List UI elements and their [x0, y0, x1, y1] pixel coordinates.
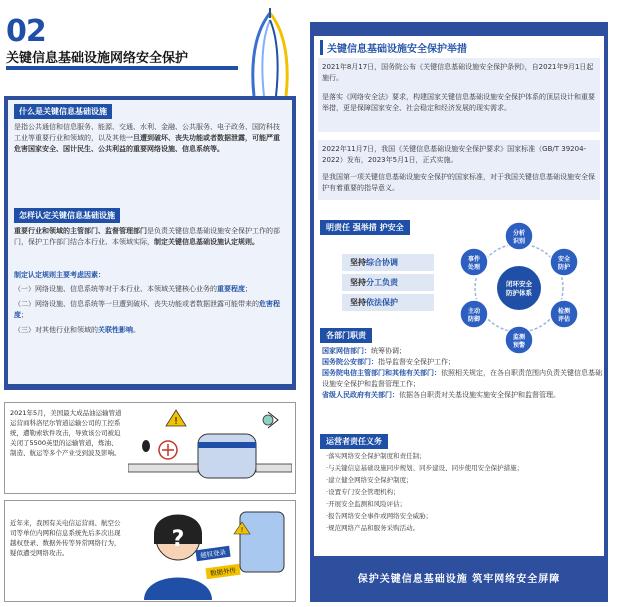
rule-factors-list: [14, 284, 286, 340]
what-is-cii-tag: 什么是关键信息基础设施: [14, 104, 112, 119]
list-item: ·开展安全监测和风险评估；: [326, 500, 407, 508]
case-pipeline-text: 2021年5月，美国最大成品油运输管道运营商科洛尼尔管道运输公司的工控系统，遭勒索软件攻击，导致该公司被迫关闭了5500英里的运输管道，炼油、制造、航运等多个产业受到波及影响。: [10, 409, 122, 457]
loop-node-label: 检测: [558, 308, 571, 315]
regulation-purpose-text: 是落实《网络安全法》要求，构建国家关键信息基础设施安全保护体系的顶层设计和重要举措，更是保障国家安全、社会稳定和经济发展的现实需求。: [322, 93, 595, 112]
rule-factors-heading: 制定认定规则主要考虑因素：: [14, 271, 105, 279]
regulation-date-text: 2021年8月17日，国务院公布《关键信息基础设施安全保护条例》，自2021年9月1日起施行。: [322, 63, 594, 82]
tower-illustration: [240, 8, 300, 98]
loop-node-label: 识别: [512, 238, 526, 245]
svg-text:?: ?: [171, 527, 185, 552]
case-telecom-text: 近年来，我国有关电信运营商、航空公司等单位内网和信息系统先后多次出现越权登录、数据外传等异常网络行为，疑似遭受网络攻击。: [10, 519, 121, 557]
badge-unauthorized-login: 越权登录: [195, 546, 230, 562]
list-item: ·落实网络安全保护制度和责任制；: [326, 452, 426, 460]
list-item: ·设置专门安全管理机构；: [326, 488, 400, 496]
loop-node-label: 防护: [558, 264, 571, 271]
principle-pill: 坚持依法保护: [342, 294, 434, 311]
list-item: （二）网络设施、信息系统等一旦遭到破坏、丧失功能或者数据泄露可能带来的危害程度；: [14, 300, 280, 319]
measures-title: 关键信息基础设施安全保护举措: [320, 40, 467, 55]
standard-date-text: 2022年11月7日，我国《关键信息基础设施安全保护要求》国家标准（GB/T 39204-2022）发布，2023年5月1日，正式实施。: [322, 145, 587, 164]
title-underline: [6, 66, 238, 70]
how-identify-text: 重要行业和领域的主管部门、监督管理部门是负责关键信息基础设施安全保护工作的部门，保护工作部门结合本行业、本领域实际，制定关键信息基础设施认定规则。: [14, 227, 280, 246]
list-item: ·建立健全网络安全保护制度；: [326, 476, 413, 484]
list-item: 国家网信部门：统筹协调；: [322, 347, 406, 355]
principle-pill: 坚持分工负责: [342, 274, 434, 291]
page-title: 关键信息基础设施网络安全保护: [6, 51, 189, 66]
pipeline-illustration: [128, 406, 292, 490]
loop-node-label: 事件: [467, 256, 480, 263]
loop-center-label-2: 防护体系: [506, 289, 532, 297]
operator-obligations-list: [326, 450, 600, 534]
responsibilities-list: [322, 346, 602, 401]
loop-center-label-1: 闭环安全: [506, 280, 532, 288]
list-item: （三）对其他行业和领域的关联性影响。: [14, 326, 140, 334]
loop-node-label: 评估: [558, 316, 571, 323]
list-item: （一）网络设施、信息系统等对于本行业、本领域关键核心业务的重要程度；: [14, 285, 252, 293]
list-item: ·与关键信息基础设施同步规划、同步建设、同步使用安全保护措施；: [326, 464, 524, 472]
loop-node-label: 主动: [467, 308, 480, 315]
svg-text:!: !: [240, 526, 244, 534]
closed-loop-diagram: [444, 218, 594, 358]
principles-heading: 明责任 强举措 护安全: [320, 220, 410, 235]
list-item: 国务院电信主管部门和其他有关部门：依照相关规定，在各自职责范围内负责关键信息基础设施安全保护和监督管理工作；: [322, 369, 602, 388]
list-item: 省级人民政府有关部门：依据各自职责对关基设施实施安全保护和监督管理。: [322, 391, 560, 399]
loop-node-label: 预警: [512, 342, 526, 349]
list-item: ·规范网络产品和服务采购活动。: [326, 524, 420, 532]
loop-node-label: 处理: [467, 264, 480, 271]
section-number: 02: [6, 14, 46, 49]
badge-data-exfil: 数据外传: [205, 564, 240, 580]
loop-node-label: 监测: [512, 334, 526, 341]
what-is-cii-text: 是指公共通信和信息服务、能源、交通、水利、金融、公共服务、电子政务、国防科技工业等重要行业和领域的，以及其他一旦遭到破坏、丧失功能或者数据泄露，可能严重危害国家安全、国计民生、公共利益的重要网络设施、信息系统等。: [14, 123, 280, 153]
how-identify-tag: 怎样认定关键信息基础设施: [14, 208, 120, 223]
list-item: ·报告网络安全事件或网络安全威胁；: [326, 512, 433, 520]
loop-center: [497, 266, 541, 310]
loop-node-label: 安全: [558, 256, 571, 263]
responsibilities-heading: 各部门职责: [320, 328, 372, 343]
svg-text:!: !: [173, 416, 179, 427]
list-item: 国务院公安部门：指导监督安全保护工作；: [322, 358, 455, 366]
loop-node-label: 防御: [467, 316, 480, 323]
loop-node-label: 分析: [512, 230, 526, 237]
footer-slogan: 保护关键信息基础设施 筑牢网络安全屏障: [357, 574, 561, 585]
principle-pill: 坚持综合协调: [342, 254, 434, 271]
standard-purpose-text: 是我国第一项关键信息基础设施安全保护的国家标准，对于我国关键信息基础设施安全保护有着重要的指导意义。: [322, 173, 595, 192]
operator-obligations-heading: 运营者责任义务: [320, 434, 388, 449]
